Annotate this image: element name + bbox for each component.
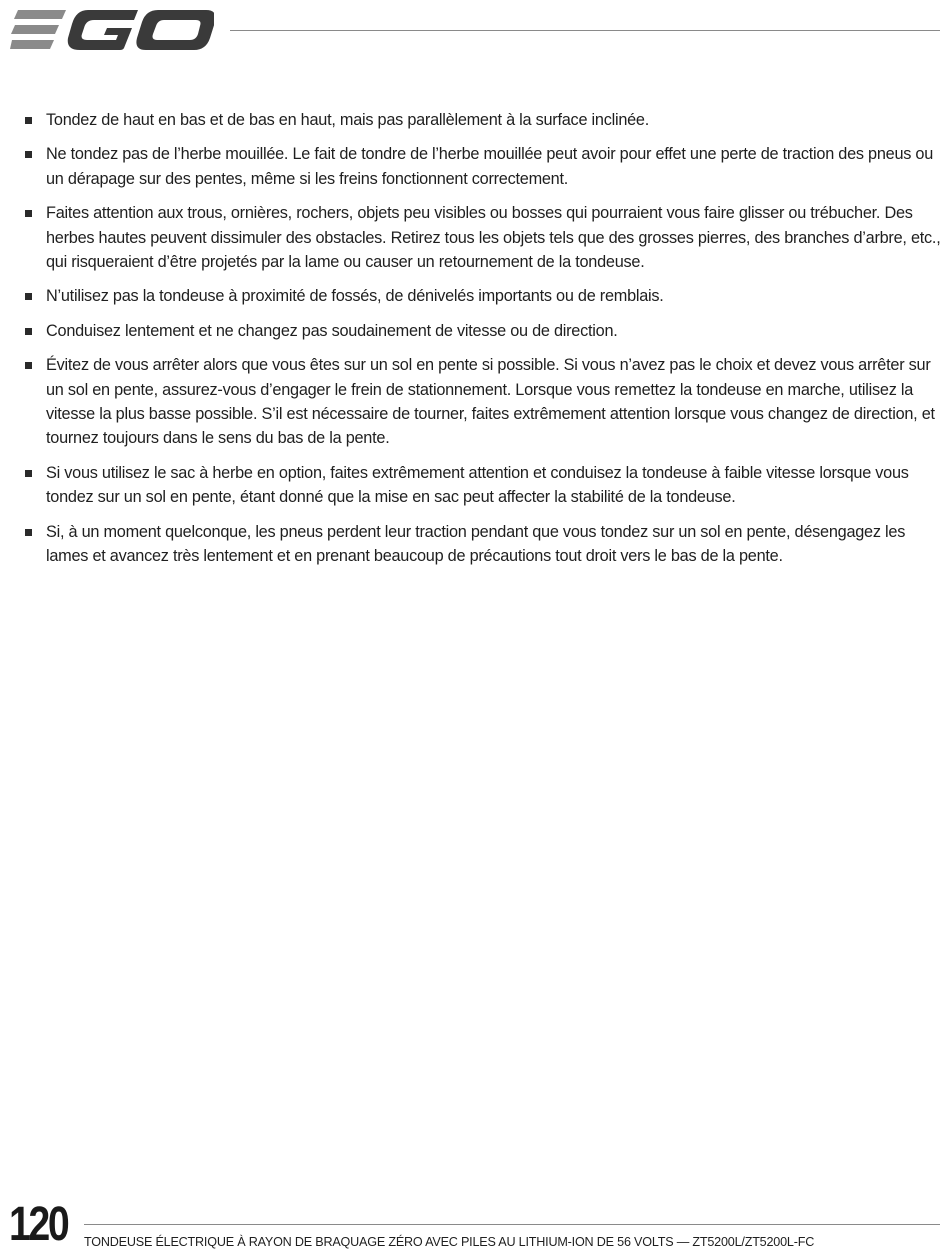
bullet-list xyxy=(24,108,942,569)
list-item-text: Si, à un moment quelconque, les pneus perdent leur traction pendant que vous tondez sur un sol en pente, désengagez les lames et avancez très lentement et en prenant beaucoup de précautions tout droit vers le bas de la pente. xyxy=(46,522,906,566)
square-bullet-icon xyxy=(25,362,32,369)
header-rule xyxy=(230,30,940,31)
square-bullet-icon xyxy=(25,328,32,335)
footer-rule xyxy=(84,1224,940,1225)
list-item-text: N’utilisez pas la tondeuse à proximité de fossés, de dénivelés importants ou de remblais. xyxy=(46,287,664,306)
list-item xyxy=(24,461,942,510)
square-bullet-icon xyxy=(25,151,32,158)
list-item xyxy=(24,284,942,308)
square-bullet-icon xyxy=(25,529,32,536)
logo-letter-g xyxy=(68,10,138,50)
list-item xyxy=(24,108,942,132)
list-item xyxy=(24,319,942,343)
footer-title: TONDEUSE ÉLECTRIQUE À RAYON DE BRAQUAGE ZÉRO AVEC PILES AU LITHIUM-ION DE 56 VOLTS — ZT5200L/ZT5200L-FC xyxy=(84,1235,815,1249)
logo-letter-e xyxy=(10,10,66,49)
page-number: 120 xyxy=(9,1198,68,1251)
list-item-text: Faites attention aux trous, ornières, rochers, objets peu visibles ou bosses qui pourraient vous faire glisser ou trébucher. Des herbes hautes peuvent dissimuler des obstacles. Retirez tous les objets tels que des grosses pierres, des branches d’arbre, etc., qui risqueraient d’être projetés par la lame ou causer un retournement de la tondeuse. xyxy=(46,204,941,272)
list-item xyxy=(24,520,942,569)
square-bullet-icon xyxy=(25,117,32,124)
list-item-text: Tondez de haut en bas et de bas en haut, mais pas parallèlement à la surface inclinée. xyxy=(46,111,650,129)
list-item xyxy=(24,201,942,274)
list-item-text: Si vous utilisez le sac à herbe en option, faites extrêmement attention et conduisez la tondeuse à faible vitesse lorsque vous tondez sur un sol en pente, étant donné que la mise en sac peut affecter la stabilité de la tondeuse. xyxy=(46,463,909,507)
list-item-text: Évitez de vous arrêter alors que vous êtes sur un sol en pente si possible. Si vous n’avez pas le choix et devez vous arrêter sur un sol en pente, assurez-vous d’engager le frein de stationnement. Lorsque vous remettez la tondeuse en marche, utilisez la vitesse la plus basse possible. S’il est nécessaire de tourner, faites extrêmement attention lorsque vous changez de direction, et tournez toujours dans le sens du bas de la pente. xyxy=(46,356,935,448)
ego-logo xyxy=(10,8,214,52)
square-bullet-icon xyxy=(25,293,32,300)
list-item-text: Conduisez lentement et ne changez pas soudainement de vitesse ou de direction. xyxy=(46,321,618,340)
square-bullet-icon xyxy=(25,210,32,217)
page-footer xyxy=(0,1195,950,1260)
list-item xyxy=(24,142,942,191)
list-item xyxy=(24,353,942,451)
page-header xyxy=(0,0,950,60)
safety-instructions xyxy=(24,108,942,579)
list-item-text: Ne tondez pas de l’herbe mouillée. Le fait de tondre de l’herbe mouillée peut avoir pour effet une perte de traction des pneus ou un dérapage sur des pentes, même si les freins fonctionnent correctement. xyxy=(46,145,934,188)
logo-letter-o xyxy=(136,10,214,50)
square-bullet-icon xyxy=(25,470,32,477)
